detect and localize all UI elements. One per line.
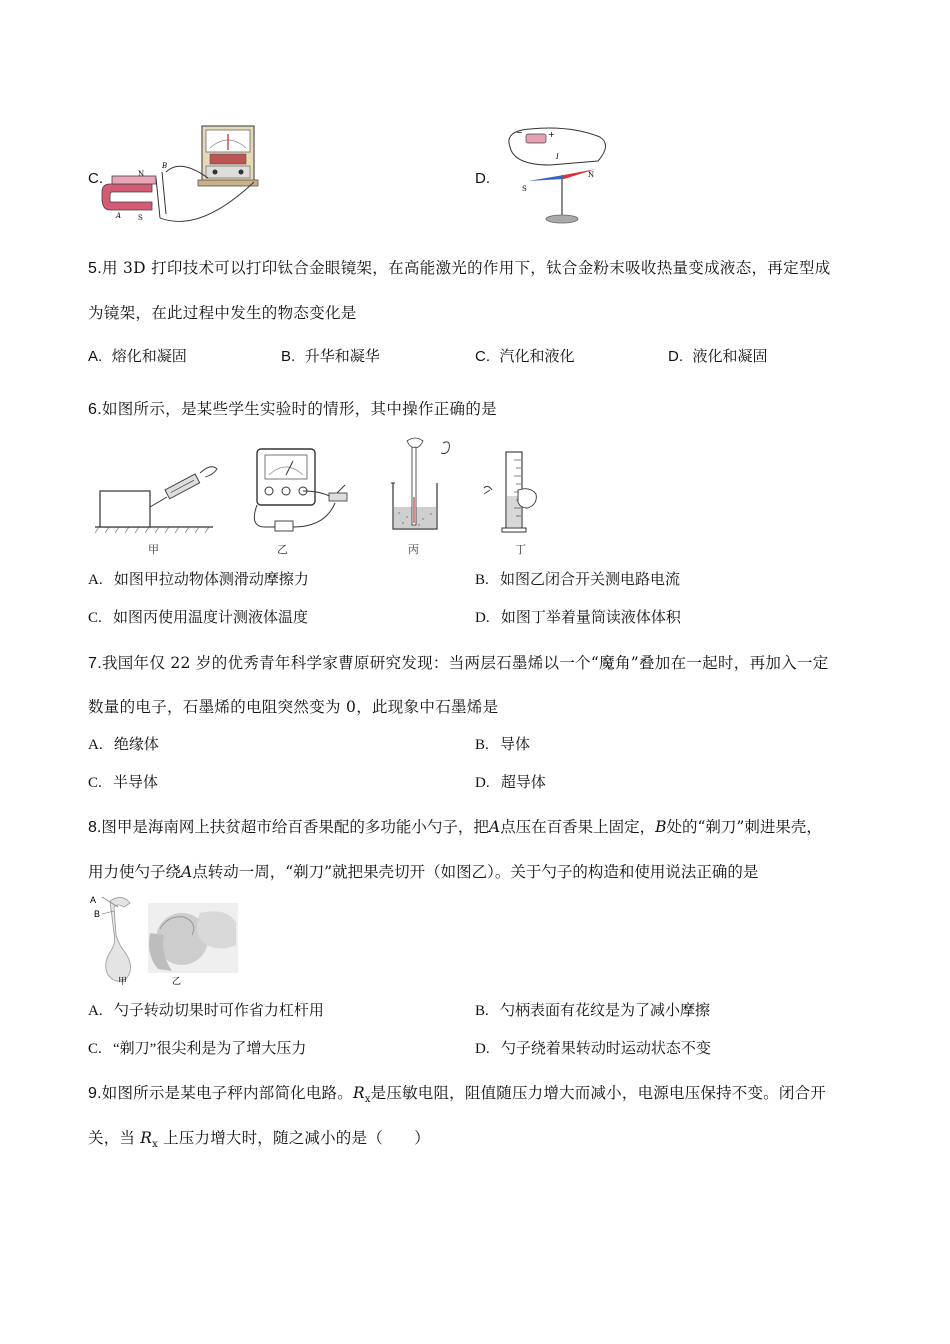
current-i-mark: I — [556, 153, 559, 161]
q5-option-a[interactable]: A. 熔化和凝固 — [88, 347, 187, 365]
figure-ding-graduated-cylinder — [478, 450, 553, 535]
needle-s-mark: S — [522, 185, 527, 193]
battery-plus-mark: + — [548, 130, 555, 139]
q8-option-c[interactable]: C. “剃刀”很尖利是为了增大压力 — [88, 1041, 307, 1057]
q5-option-c[interactable]: C. 汽化和液化 — [475, 347, 575, 365]
q6-number: 6. — [88, 401, 102, 418]
spoon-jia-caption: 甲 — [118, 977, 128, 987]
option-d-label: D. — [475, 170, 490, 187]
figure-spoon-photo — [88, 893, 238, 985]
q7-line2: 数量的电子，石墨烯的电阻突然变为 0，此现象中石墨烯是 — [88, 698, 499, 716]
figure-yi-ammeter-circuit — [245, 447, 360, 537]
q6-option-b[interactable]: B. 如图乙闭合开关测电路电流 — [475, 572, 681, 588]
q5-line1: 5.用 3D 打印技术可以打印钛合金眼镜架，在高能激光的作用下，钛合金粉末吸收热量变成液态，再定型成 — [88, 259, 831, 277]
q7-option-a[interactable]: A. 绝缘体 — [88, 737, 159, 753]
battery-minus-mark: − — [516, 128, 523, 137]
q8-option-b[interactable]: B. 勺柄表面有花纹是为了减小摩擦 — [475, 1003, 711, 1019]
spoon-a-mark: A — [90, 895, 97, 905]
caption-bing: 丙 — [408, 543, 419, 556]
q5-option-d[interactable]: D. 液化和凝固 — [668, 347, 768, 365]
q7-option-c[interactable]: C. 半导体 — [88, 775, 159, 791]
q9-line2: 关，当 $R_x$ 上压力增大时，随之减小的是（ ） — [88, 1129, 431, 1151]
spoon-yi-caption: 乙 — [172, 977, 182, 987]
q7-option-b[interactable]: B. 导体 — [475, 737, 531, 753]
point-b-mark: B — [162, 162, 168, 170]
figure-bing-thermometer — [385, 437, 460, 537]
rx-symbol: R — [352, 1084, 365, 1102]
q7-option-d[interactable]: D. 超导体 — [475, 775, 546, 791]
q6-option-d[interactable]: D. 如图丁举着量筒读液体体积 — [475, 610, 681, 626]
q9-line1: 9.如图所示是某电子秤内部简化电路。$R_x$是压敏电阻，阻值随压力增大而减小，电源电压保持不变。闭合开 — [88, 1084, 826, 1106]
q8-number: 8. — [88, 819, 102, 836]
q6-option-c[interactable]: C. 如图丙使用温度计测液体温度 — [88, 610, 309, 626]
q6-option-a[interactable]: A. 如图甲拉动物体测滑动摩擦力 — [88, 572, 309, 588]
figure-d-oersted — [500, 125, 620, 230]
needle-n-mark: N — [588, 171, 595, 179]
q6-stem: 6.如图所示，是某些学生实验时的情形，其中操作正确的是 — [88, 400, 497, 418]
point-a-mark: A — [116, 212, 122, 220]
q5-option-b[interactable]: B. 升华和凝华 — [281, 347, 380, 365]
magnet-s-mark: S — [138, 214, 143, 222]
q9-number: 9. — [88, 1085, 102, 1102]
caption-yi: 乙 — [277, 543, 288, 556]
q8-option-a[interactable]: A. 勺子转动切果时可作省力杠杆用 — [88, 1003, 324, 1019]
q8-line2: 用力使勺子绕A点转动一周，“剃刀”就把果壳切开（如图乙）。关于勺子的构造和使用说法正确的是 — [88, 863, 759, 881]
q8-line1: 8.图甲是海南网上扶贫超市给百香果配的多功能小勺子，把A点压在百香果上固定，B处的“剃刀”刺进果壳， — [88, 818, 822, 836]
q8-option-d[interactable]: D. 勺子绕着果转动时运动状态不变 — [475, 1041, 711, 1057]
magnet-n-mark: N — [138, 170, 145, 178]
figure-c-magnet-galvanometer — [100, 118, 260, 228]
q5-line2: 为镜架，在此过程中发生的物态变化是 — [88, 304, 357, 322]
option-c-label: C. — [88, 170, 103, 187]
figure-jia-spring-scale — [95, 455, 220, 535]
q7-number: 7. — [88, 655, 102, 672]
caption-jia: 甲 — [148, 543, 159, 556]
caption-ding: 丁 — [515, 543, 526, 556]
q7-line1: 7.我国年仅 22 岁的优秀青年科学家曹原研究发现：当两层石墨烯以一个“魔角”叠加在一起时，再加入一定 — [88, 654, 829, 672]
q5-number: 5. — [88, 260, 102, 277]
spoon-b-mark: B — [94, 909, 101, 919]
